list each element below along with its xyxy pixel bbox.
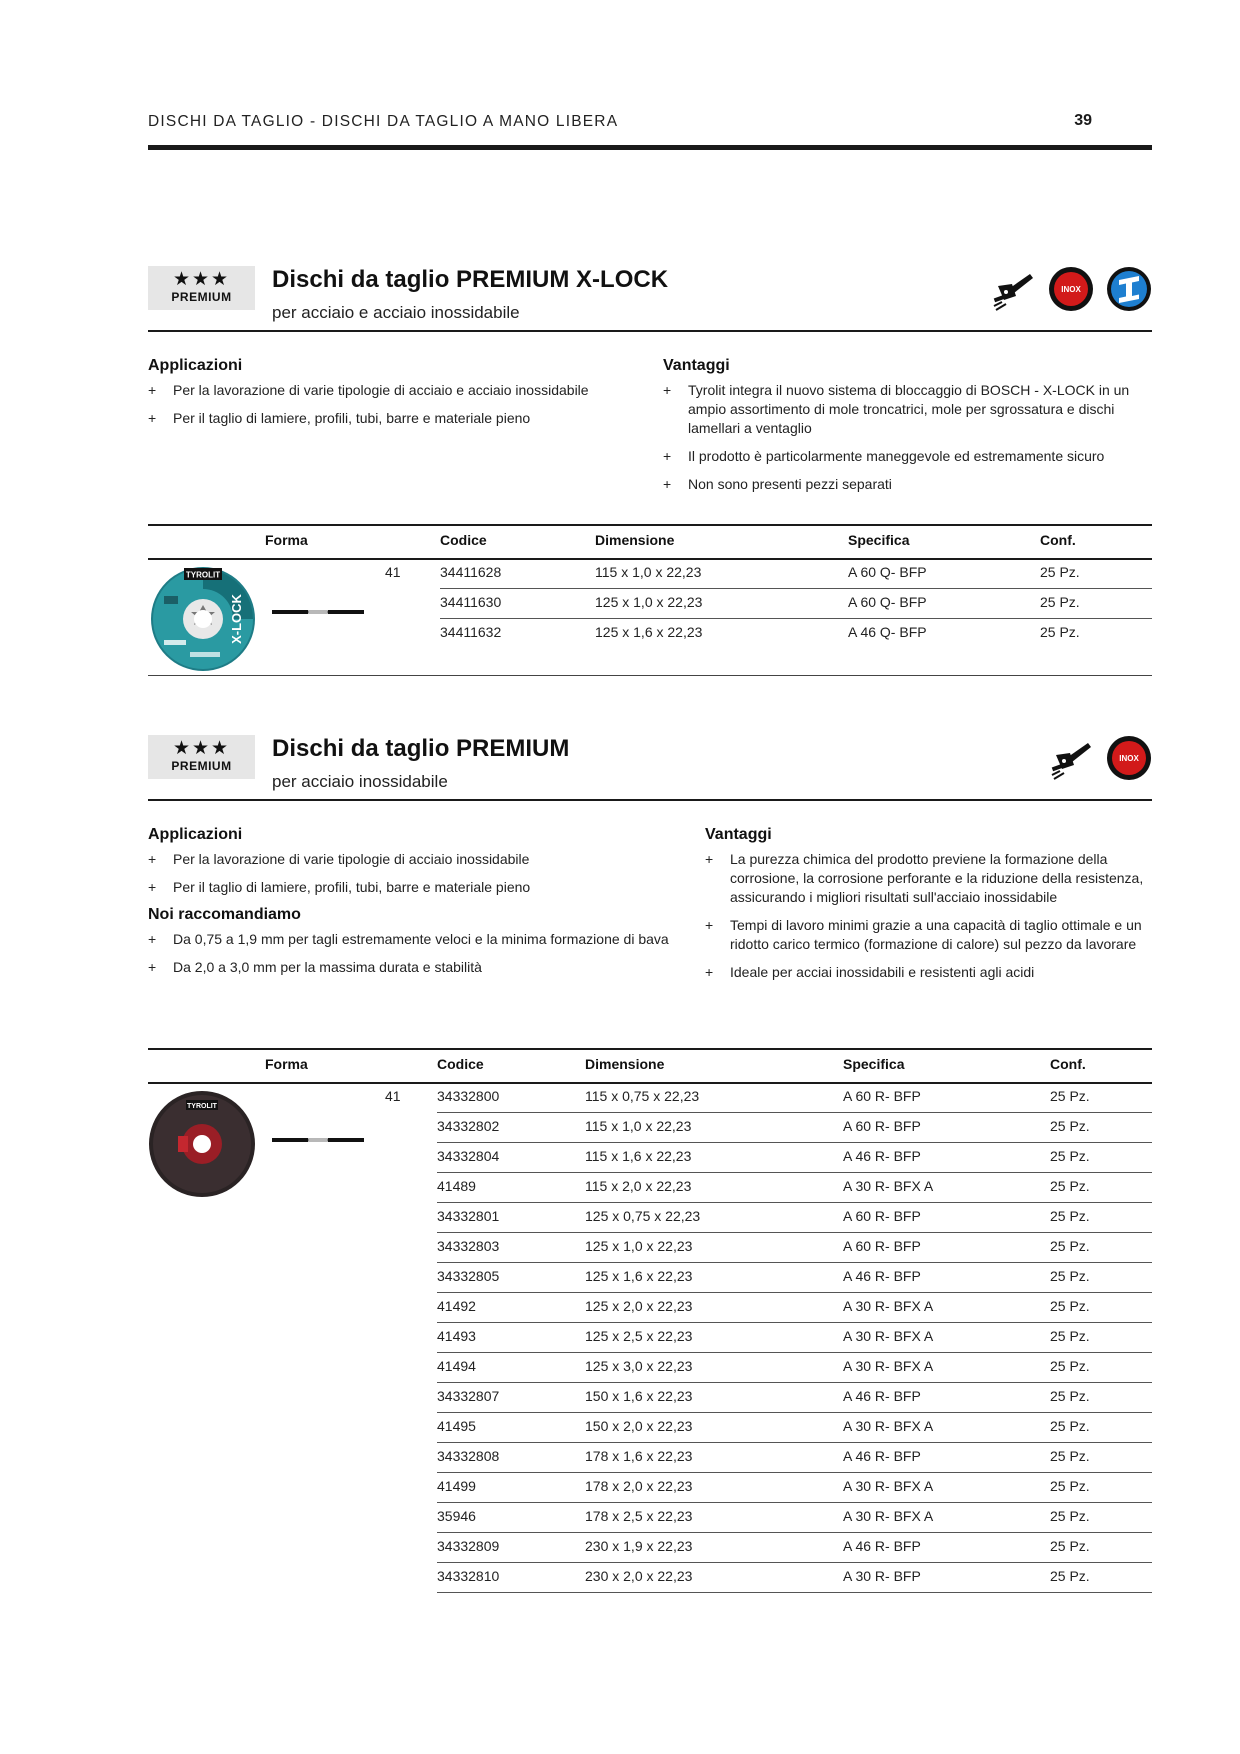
cell-conf: 25 Pz. [1050,1508,1090,1524]
cell-conf: 25 Pz. [1040,564,1080,580]
disc-brand-label: TYROLIT [185,570,221,580]
table-row [440,588,1152,619]
table-header [148,524,1152,560]
cell-conf: 25 Pz. [1050,1298,1090,1314]
vantaggi-heading: Vantaggi [663,357,730,374]
cell-conf: 25 Pz. [1050,1178,1090,1194]
cell-conf: 25 Pz. [1050,1478,1090,1494]
cell-dimensione: 115 x 1,0 x 22,23 [585,1118,692,1134]
cell-codice: 34332807 [437,1388,500,1404]
forma-number: 41 [385,564,401,580]
applicazioni-block [148,357,648,437]
product-subtitle: per acciaio inossidabile [272,772,448,791]
col-conf: Conf. [1050,1056,1086,1072]
cell-codice: 34332801 [437,1208,500,1224]
cell-specifica: A 46 R- BFP [843,1388,921,1404]
cell-codice: 41489 [437,1178,476,1194]
inox-icon-label: INOX [1061,285,1081,294]
list-item: + Tempi di lavoro minimi grazie a una capacità di taglio ottimale e un ridotto carico termico (formazione di calore) sul pezzo da lavorare [705,916,1152,954]
applicazioni-heading: Applicazioni [148,357,243,374]
cell-specifica: A 60 R- BFP [843,1088,921,1104]
list-item: + Ideale per acciai inossidabili e resistenti agli acidi [705,963,1152,982]
table-header [148,1048,1152,1084]
cell-dimensione: 125 x 3,0 x 22,23 [585,1358,693,1374]
cell-conf: 25 Pz. [1050,1088,1090,1104]
section-rule [148,799,1152,801]
cell-dimensione: 125 x 1,6 x 22,23 [595,624,703,640]
cell-conf: 25 Pz. [1050,1358,1090,1374]
table-row [440,558,1152,589]
table-row [437,1532,1152,1563]
col-dimensione: Dimensione [595,532,675,548]
angle-grinder-icon [1048,735,1094,781]
list-item: + Per il taglio di lamiere, profili, tubi, barre e materiale pieno [148,409,648,428]
cell-conf: 25 Pz. [1050,1238,1090,1254]
inox-icon [1048,266,1094,312]
table-row [437,1562,1152,1593]
table-row [437,1082,1152,1113]
cell-codice: 34332805 [437,1268,500,1284]
list-item: + Per la lavorazione di varie tipologie di acciaio inossidabile [148,850,708,869]
cell-dimensione: 125 x 2,5 x 22,23 [585,1328,693,1344]
cell-specifica: A 46 R- BFP [843,1148,921,1164]
vantaggi-block [705,826,1152,991]
table-row [437,1352,1152,1383]
forma-41-profile-icon [272,1137,364,1143]
cell-codice: 34332810 [437,1568,500,1584]
table-row [437,1232,1152,1263]
table-row [437,1142,1152,1173]
list-item: + La purezza chimica del prodotto previene la formazione della corrosione, la corrosione perforante e la riduzione della resistenza, assicurando i migliori risultati sull'acciaio inossidabile [705,850,1152,907]
inox-icon-label: INOX [1119,754,1139,763]
cell-conf: 25 Pz. [1050,1118,1090,1134]
cell-codice: 34332804 [437,1148,500,1164]
list-item: + Il prodotto è particolarmente maneggevole ed estremamente sicuro [663,447,1153,466]
cell-specifica: A 60 Q- BFP [848,594,927,610]
disc-brand-label: TYROLIT [187,1103,217,1110]
list-item: + Per la lavorazione di varie tipologie di acciaio e acciaio inossidabile [148,381,648,400]
product-title: Dischi da taglio PREMIUM X-LOCK [272,266,669,293]
cell-codice: 41494 [437,1358,476,1374]
cell-specifica: A 30 R- BFX A [843,1178,934,1194]
section-end-rule [148,675,1152,676]
cell-dimensione: 115 x 1,0 x 22,23 [595,564,702,580]
cell-dimensione: 178 x 1,6 x 22,23 [585,1448,693,1464]
product-title: Dischi da taglio PREMIUM [272,735,570,762]
cell-conf: 25 Pz. [1050,1418,1090,1434]
table-row [437,1442,1152,1473]
col-codice: Codice [440,532,487,548]
xlock-disc-image [150,566,256,672]
product-section-premium [148,735,1152,1615]
col-codice: Codice [437,1056,484,1072]
vantaggi-heading: Vantaggi [705,826,772,843]
disc-xlock-label: X-LOCK [229,594,244,644]
header-rule [148,145,1152,150]
list-item: + Per il taglio di lamiere, profili, tubi, barre e materiale pieno [148,878,708,897]
cell-specifica: A 30 R- BFX A [843,1328,934,1344]
forma-41-profile-icon [272,609,364,615]
cell-specifica: A 30 R- BFX A [843,1358,934,1374]
table-row [437,1412,1152,1443]
cell-codice: 34332802 [437,1118,500,1134]
list-item: + Da 0,75 a 1,9 mm per tagli estremamente veloci e la minima formazione di bava [148,930,708,949]
table-row [440,618,1152,648]
steel-beam-icon [1106,266,1152,312]
cell-codice: 34332800 [437,1088,500,1104]
cell-codice: 41499 [437,1478,476,1494]
cell-conf: 25 Pz. [1050,1388,1090,1404]
table-row [437,1172,1152,1203]
table-row [437,1292,1152,1323]
table-row [437,1472,1152,1503]
product-section-xlock [148,266,1152,686]
table-row [437,1382,1152,1413]
cell-dimensione: 178 x 2,5 x 22,23 [585,1508,693,1524]
angle-grinder-icon [990,266,1036,312]
raccomandiamo-heading: Noi raccomandiamo [148,906,301,923]
cell-specifica: A 46 R- BFP [843,1538,921,1554]
cell-specifica: A 30 R- BFX A [843,1298,934,1314]
cell-codice: 41495 [437,1418,476,1434]
cell-specifica: A 30 R- BFX A [843,1478,934,1494]
premium-badge [148,266,255,310]
premium-label: PREMIUM [171,290,232,304]
cell-dimensione: 230 x 2,0 x 22,23 [585,1568,693,1584]
cell-codice: 34411630 [440,594,502,610]
cell-dimensione: 115 x 1,6 x 22,23 [585,1148,692,1164]
cell-conf: 25 Pz. [1040,624,1080,640]
applicazioni-heading: Applicazioni [148,826,243,843]
col-specifica: Specifica [848,532,910,548]
cell-conf: 25 Pz. [1050,1208,1090,1224]
col-forma: Forma [265,532,308,548]
table-row [437,1502,1152,1533]
cell-conf: 25 Pz. [1050,1148,1090,1164]
cell-specifica: A 30 R- BFX A [843,1508,934,1524]
cell-dimensione: 125 x 1,6 x 22,23 [585,1268,693,1284]
cell-codice: 34411632 [440,624,502,640]
cell-dimensione: 125 x 0,75 x 22,23 [585,1208,701,1224]
cell-specifica: A 30 R- BFP [843,1568,921,1584]
premium-disc-image [148,1090,256,1198]
forma-number: 41 [385,1088,401,1104]
col-dimensione: Dimensione [585,1056,665,1072]
product-subtitle: per acciaio e acciaio inossidabile [272,303,520,322]
premium-label: PREMIUM [171,759,232,773]
table-row [437,1112,1152,1143]
list-item: + Da 2,0 a 3,0 mm per la massima durata e stabilità [148,958,708,977]
vantaggi-block [663,357,1153,503]
cell-specifica: A 46 R- BFP [843,1448,921,1464]
cell-specifica: A 30 R- BFX A [843,1418,934,1434]
cell-dimensione: 125 x 1,0 x 22,23 [595,594,703,610]
inox-icon [1106,735,1152,781]
cell-codice: 34411628 [440,564,502,580]
cell-dimensione: 125 x 1,0 x 22,23 [585,1238,693,1254]
premium-badge [148,735,255,779]
cell-codice: 34332803 [437,1238,500,1254]
cell-dimensione: 178 x 2,0 x 22,23 [585,1478,693,1494]
col-forma: Forma [265,1056,308,1072]
table-row [437,1202,1152,1233]
product-icons [1048,735,1152,781]
cell-specifica: A 46 Q- BFP [848,624,927,640]
cell-conf: 25 Pz. [1050,1448,1090,1464]
cell-dimensione: 150 x 1,6 x 22,23 [585,1388,693,1404]
stars-icon: ★★★ [172,269,231,290]
cell-codice: 41493 [437,1328,476,1344]
applicazioni-block [148,826,708,986]
cell-conf: 25 Pz. [1050,1268,1090,1284]
col-specifica: Specifica [843,1056,905,1072]
cell-conf: 25 Pz. [1040,594,1080,610]
col-conf: Conf. [1040,532,1076,548]
stars-icon: ★★★ [172,738,231,759]
cell-codice: 34332809 [437,1538,500,1554]
cell-dimensione: 150 x 2,0 x 22,23 [585,1418,693,1434]
cell-conf: 25 Pz. [1050,1538,1090,1554]
cell-specifica: A 60 R- BFP [843,1208,921,1224]
cell-specifica: A 60 R- BFP [843,1238,921,1254]
section-rule [148,330,1152,332]
cell-dimensione: 115 x 2,0 x 22,23 [585,1178,692,1194]
cell-specifica: A 46 R- BFP [843,1268,921,1284]
product-icons [990,266,1152,312]
cell-codice: 35946 [437,1508,476,1524]
page-number: 39 [1074,112,1092,129]
cell-conf: 25 Pz. [1050,1328,1090,1344]
table-row [437,1262,1152,1293]
cell-codice: 41492 [437,1298,476,1314]
list-item: + Tyrolit integra il nuovo sistema di bloccaggio di BOSCH - X-LOCK in un ampio assortimento di mole troncatrici, mole per sgrossatura e dischi lamellari a ventaglio [663,381,1153,438]
list-item: + Non sono presenti pezzi separati [663,475,1153,494]
page-header-title: DISCHI DA TAGLIO - DISCHI DA TAGLIO A MANO LIBERA [148,113,619,130]
cell-dimensione: 115 x 0,75 x 22,23 [585,1088,700,1104]
cell-specifica: A 60 Q- BFP [848,564,927,580]
cell-dimensione: 230 x 1,9 x 22,23 [585,1538,693,1554]
cell-codice: 34332808 [437,1448,500,1464]
cell-conf: 25 Pz. [1050,1568,1090,1584]
cell-dimensione: 125 x 2,0 x 22,23 [585,1298,693,1314]
table-row [437,1322,1152,1353]
cell-specifica: A 60 R- BFP [843,1118,921,1134]
